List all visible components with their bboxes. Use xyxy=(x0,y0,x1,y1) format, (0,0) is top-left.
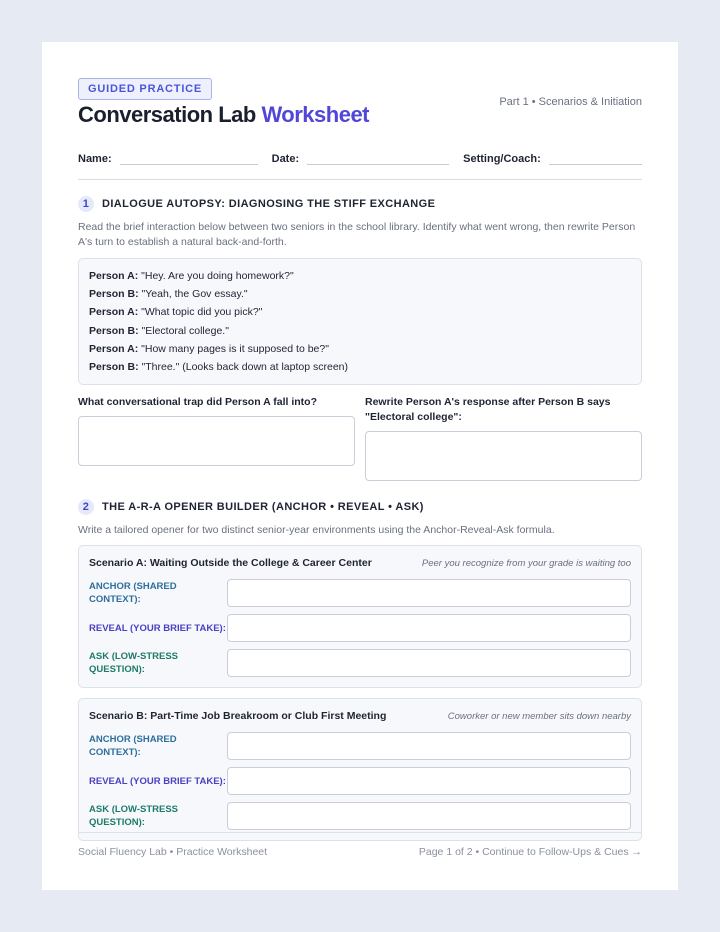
scenario-b-note: Coworker or new member sits down nearby xyxy=(447,710,631,722)
reveal-label: REVEAL (YOUR BRIEF TAKE): xyxy=(89,622,226,634)
scenario-a-card xyxy=(78,545,642,688)
anchor-label: ANCHOR (SHARED CONTEXT): xyxy=(89,734,177,759)
scenario-a-reveal-input[interactable] xyxy=(227,614,631,642)
anchor-row xyxy=(89,732,631,760)
scenario-b-title: Scenario B: Part-Time Job Breakroom or Club First Meeting xyxy=(89,710,387,723)
section-1-title: DIALOGUE AUTOPSY: DIAGNOSING THE STIFF EXCHANGE xyxy=(102,198,436,210)
anchor-label: ANCHOR (SHARED CONTEXT): xyxy=(89,581,177,606)
setting-coach-field[interactable] xyxy=(549,150,642,165)
reveal-label: REVEAL (YOUR BRIEF TAKE): xyxy=(89,775,226,787)
section-2-instructions: Write a tailored opener for two distinct senior-year environments using the Anchor-Reveal-Ask formula. xyxy=(78,524,555,537)
worksheet-title xyxy=(78,102,369,128)
student-info-fields xyxy=(78,150,642,180)
dialogue-line: Person A: "Hey. Are you doing homework?" xyxy=(89,270,294,282)
section-1-number: 1 xyxy=(78,196,94,212)
question-1-answer-box[interactable] xyxy=(78,416,355,466)
title-accent: Worksheet xyxy=(261,102,370,127)
worksheet-header xyxy=(78,78,642,144)
reveal-row xyxy=(89,767,631,795)
ask-label: ASK (LOW-STRESS QUESTION): xyxy=(89,804,179,829)
part-label: Part 1 • Scenarios & Initiation xyxy=(499,96,642,108)
footer-right: Page 1 of 2 • Continue to Follow-Ups & Cues → xyxy=(418,846,642,858)
scenario-a-anchor-input[interactable] xyxy=(227,579,631,607)
guided-practice-badge: GUIDED PRACTICE xyxy=(78,78,212,100)
scenario-a-header xyxy=(89,554,631,572)
dialogue-line: Person B: "Electoral college." xyxy=(89,324,229,337)
reveal-row xyxy=(89,614,631,642)
setting-coach-label: Setting/Coach: xyxy=(463,153,541,165)
worksheet-page xyxy=(42,42,678,890)
question-2 xyxy=(365,395,642,481)
scenario-a-note: Peer you recognize from your grade is waiting too xyxy=(421,557,631,569)
name-field[interactable] xyxy=(120,150,258,165)
footer-left: Social Fluency Lab • Practice Worksheet xyxy=(78,846,268,858)
section-2-number: 2 xyxy=(78,499,94,515)
scenario-b-ask-input[interactable] xyxy=(227,802,631,830)
section-1-questions xyxy=(78,395,642,481)
dialogue-line: Person A: "What topic did you pick?" xyxy=(89,306,263,319)
ask-label: ASK (LOW-STRESS QUESTION): xyxy=(89,651,179,676)
date-label: Date: xyxy=(271,153,300,165)
anchor-row xyxy=(89,579,631,607)
question-1 xyxy=(78,395,355,481)
scenario-a-title: Scenario A: Waiting Outside the College & Career Center xyxy=(89,557,372,570)
section-1-instructions: Read the brief interaction below between two seniors in the school library. Identify what went wrong, then rewrite Person A's turn to establish a natural back-and-forth. xyxy=(78,221,636,248)
question-2-label: Rewrite Person A's response after Person B says "Electoral college": xyxy=(365,396,611,424)
scenario-b-reveal-input[interactable] xyxy=(227,767,631,795)
page-footer xyxy=(78,832,642,858)
question-1-label: What conversational trap did Person A fall into? xyxy=(78,396,317,409)
section-2-title: THE A-R-A OPENER BUILDER (ANCHOR • REVEAL • ASK) xyxy=(102,501,424,514)
dialogue-box xyxy=(78,258,642,385)
scenario-b-card xyxy=(78,698,642,841)
scenario-b-header xyxy=(89,707,631,725)
question-2-answer-box[interactable] xyxy=(365,431,642,481)
date-field[interactable] xyxy=(307,150,449,165)
dialogue-line: Person B: "Yeah, the Gov essay." xyxy=(89,288,248,301)
dialogue-line: Person A: "How many pages is it supposed to be?" xyxy=(89,342,329,355)
ask-row xyxy=(89,802,631,830)
section-1-heading xyxy=(78,196,642,212)
name-label: Name: xyxy=(78,153,112,165)
dialogue-line: Person B: "Three." (Looks back down at laptop screen) xyxy=(89,361,348,374)
section-2-heading xyxy=(78,499,642,515)
scenario-a-ask-input[interactable] xyxy=(227,649,631,677)
scenario-b-anchor-input[interactable] xyxy=(227,732,631,760)
title-main: Conversation Lab xyxy=(78,102,256,127)
ask-row xyxy=(89,649,631,677)
